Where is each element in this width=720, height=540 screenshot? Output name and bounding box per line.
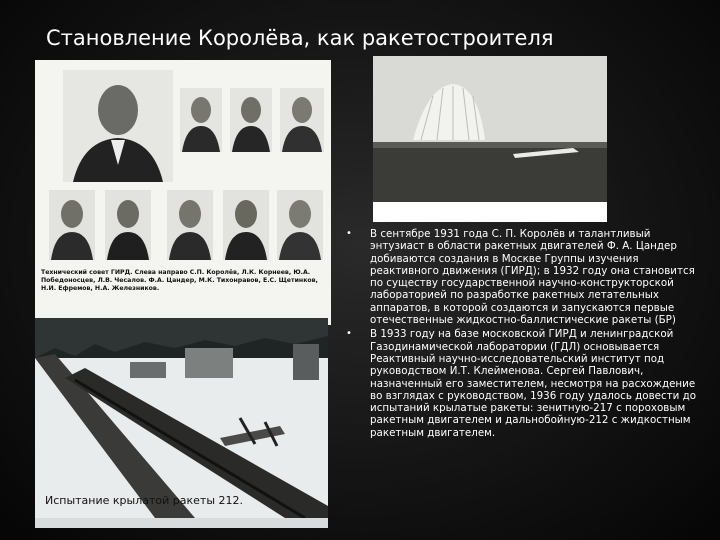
bullet-marker: • — [346, 328, 352, 340]
portrait-photo — [223, 190, 269, 260]
portrait-photo — [277, 190, 323, 260]
portrait-photo — [49, 190, 95, 260]
bullet-marker: • — [346, 228, 352, 239]
parachute-field-photo — [373, 56, 607, 222]
gird-council-photo — [35, 60, 331, 325]
portrait-photo — [280, 88, 324, 152]
bullet-text: В 1933 году на базе московской ГИРД и ленинградской Газодинамической лаборатории (ГДЛ) основывается Реактивный научно-исследовательский институт под руководством И.Т. Клейменова. Сергей Павлович, назначенный его заместителем, несмотря на расхождение во взглядах с руководством, 1936 году удалось довести до испытаний крылатые ракеты: зенитную-217 с пороховым ракетным двигателем и дальнобойную-212 с жидкостным ракетным двигателем. — [370, 328, 697, 439]
bullet-text: В сентябре 1931 года С. П. Королёв и талантливый энтузиаст в области ракетных двигателей Ф. А. Цандер добиваются создания в Москве Группы изучения реактивного движения (ГИРД); в 1932 году она становится по существу государственной научно-конструкторской лабораторией по разработке ракетных летательных аппаратов, в которой создаются и запускаются первые отечественные жидкостно-баллистические ракеты (БР) — [370, 228, 695, 327]
portrait-photo — [230, 88, 272, 152]
portrait-photo — [63, 70, 173, 182]
portrait-photo — [167, 190, 213, 260]
slide-title: Становление Королёва, как ракетостроителя — [46, 26, 554, 50]
rocket-212-test-photo — [35, 318, 328, 528]
portrait-photo — [180, 88, 222, 152]
portrait-photo — [105, 190, 151, 260]
collage-caption: Технический совет ГИРД. Слева направо С.П. Королёв, Л.К. Корнеев, Ю.А. Победоносцев, Л.В. Чесалов. Ф.А. Цандер, М.К. Тихонравов, Е.С. Щетинков, Н.И. Ефремов, Н.А. Железников. — [41, 269, 318, 292]
bullet-item — [346, 328, 706, 439]
bullet-item — [346, 228, 706, 326]
rocket-test-caption: Испытание крылатой ракеты 212. — [45, 494, 243, 507]
bullet-list — [346, 228, 706, 439]
